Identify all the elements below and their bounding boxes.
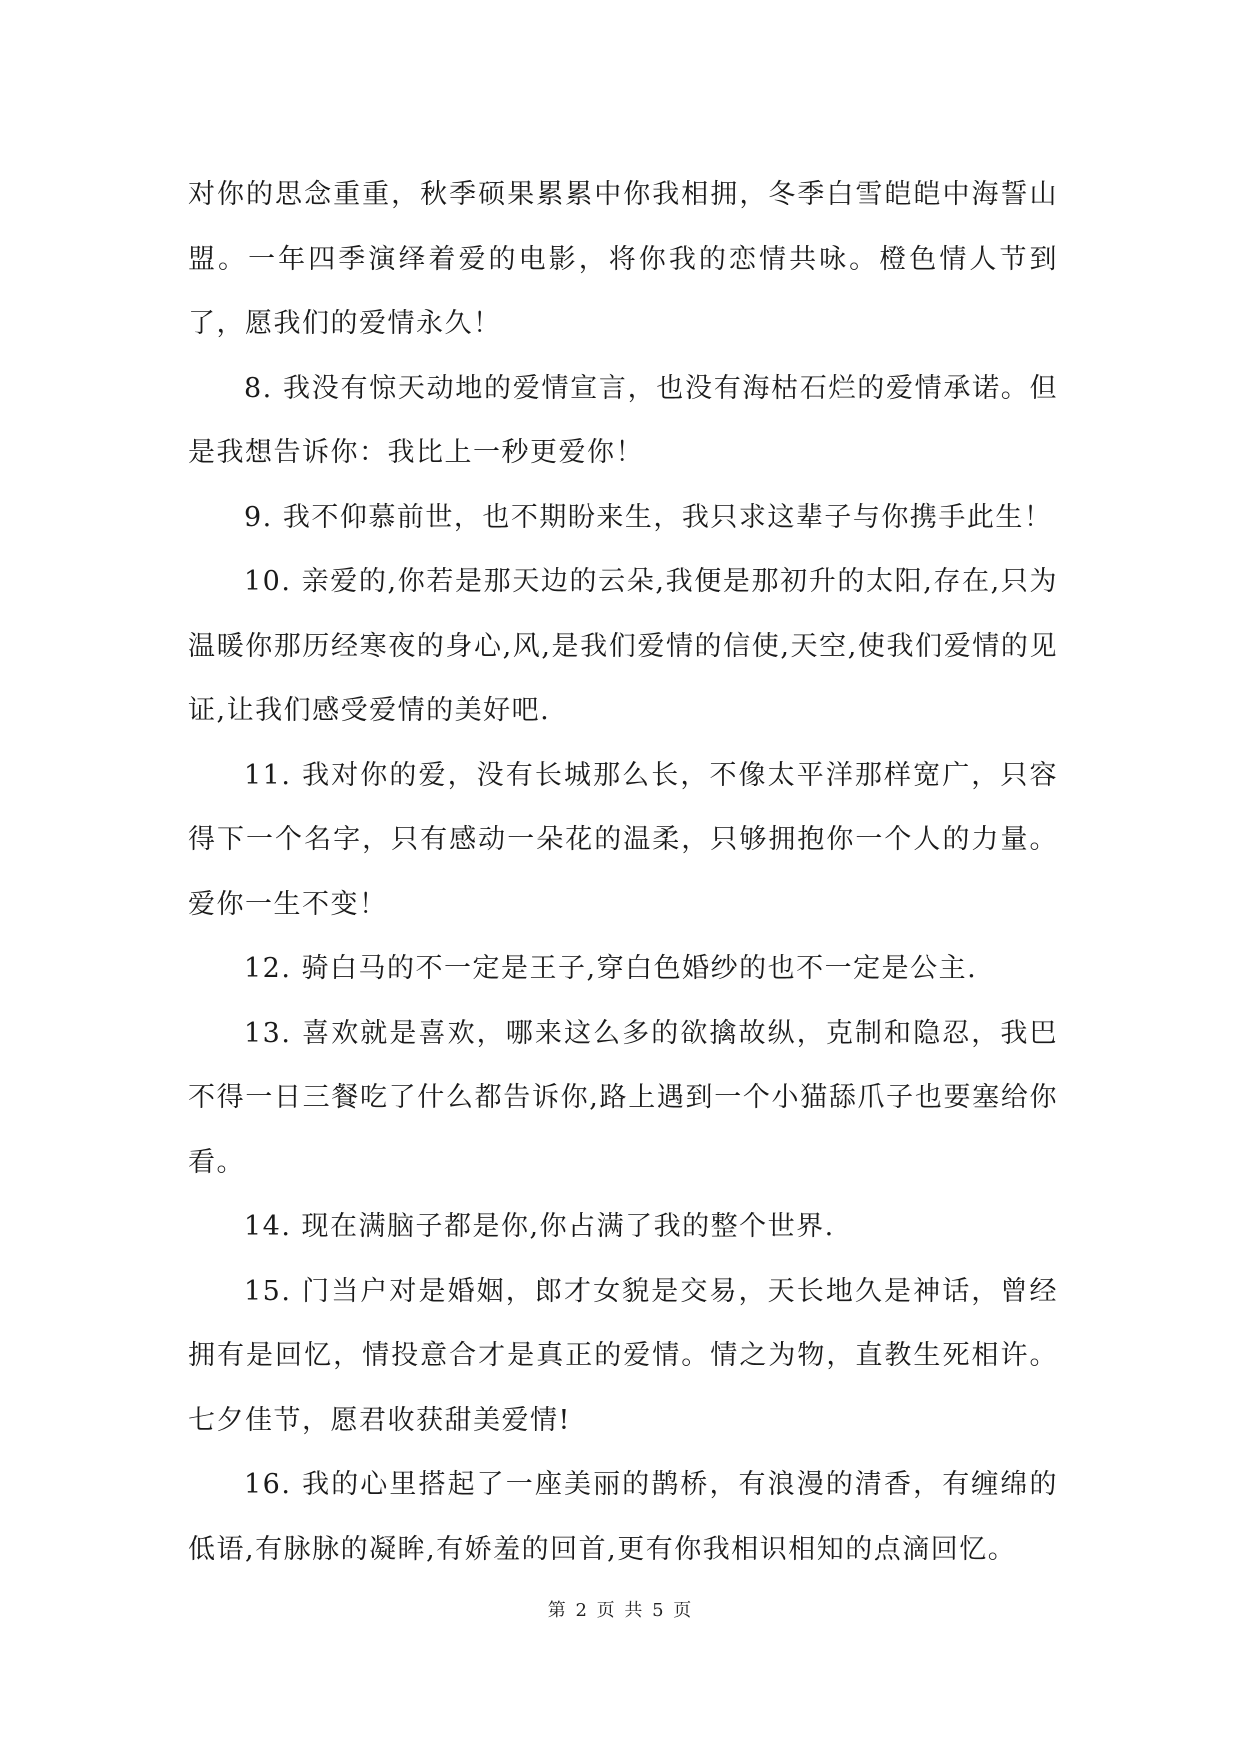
- paragraph-item-9: 9. 我不仰慕前世，也不期盼来生，我只求这辈子与你携手此生！: [244, 501, 1053, 533]
- paragraph-item-12: 12. 骑白马的不一定是王子,穿白色婚纱的也不一定是公主.: [244, 953, 978, 984]
- paragraph-item-15: 15. 门当户对是婚姻，郎才女貌是交易，天长地久是神话，曾经拥有是回忆，情投意合才是真正的爱情。情之为物，直教生死相许。七夕佳节，愿君收获甜美爱情!: [188, 1275, 1058, 1436]
- paragraph-item-16: 16. 我的心里搭起了一座美丽的鹊桥，有浪漫的清香，有缠绵的低语,有脉脉的凝眸,有娇羞的回首,更有你我相识相知的点滴回忆。: [188, 1469, 1058, 1565]
- body-text: [188, 163, 1058, 1582]
- paragraph-item-10: 10. 亲爱的,你若是那天边的云朵,我便是那初升的太阳,存在,只为温暖你那历经寒夜的身心,风,是我们爱情的信使,天空,使我们爱情的见证,让我们感受爱情的美好吧.: [188, 566, 1058, 726]
- paragraph-item-8: 8. 我没有惊天动地的爱情宣言，也没有海枯石烂的爱情承诺。但是我想告诉你：我比上一秒更爱你！: [188, 372, 1058, 468]
- paragraph-item-14: 14. 现在满脑子都是你,你占满了我的整个世界.: [244, 1211, 835, 1242]
- paragraph-item-13: 13. 喜欢就是喜欢，哪来这么多的欲擒故纵，克制和隐忍，我巴不得一日三餐吃了什么都告诉你,路上遇到一个小猫舔爪子也要塞给你看。: [188, 1017, 1058, 1178]
- paragraph-item-11: 11. 我对你的爱，没有长城那么长，不像太平洋那样宽广，只容得下一个名字，只有感动一朵花的温柔，只够拥抱你一个人的力量。爱你一生不变！: [188, 759, 1058, 920]
- paragraph-continuation: 对你的思念重重，秋季硕果累累中你我相拥，冬季白雪皑皑中海誓山盟。一年四季演绎着爱的电影，将你我的恋情共咏。橙色情人节到了，愿我们的爱情永久！: [188, 179, 1058, 339]
- page-number-footer: 第 2 页 共 5 页: [547, 1600, 694, 1621]
